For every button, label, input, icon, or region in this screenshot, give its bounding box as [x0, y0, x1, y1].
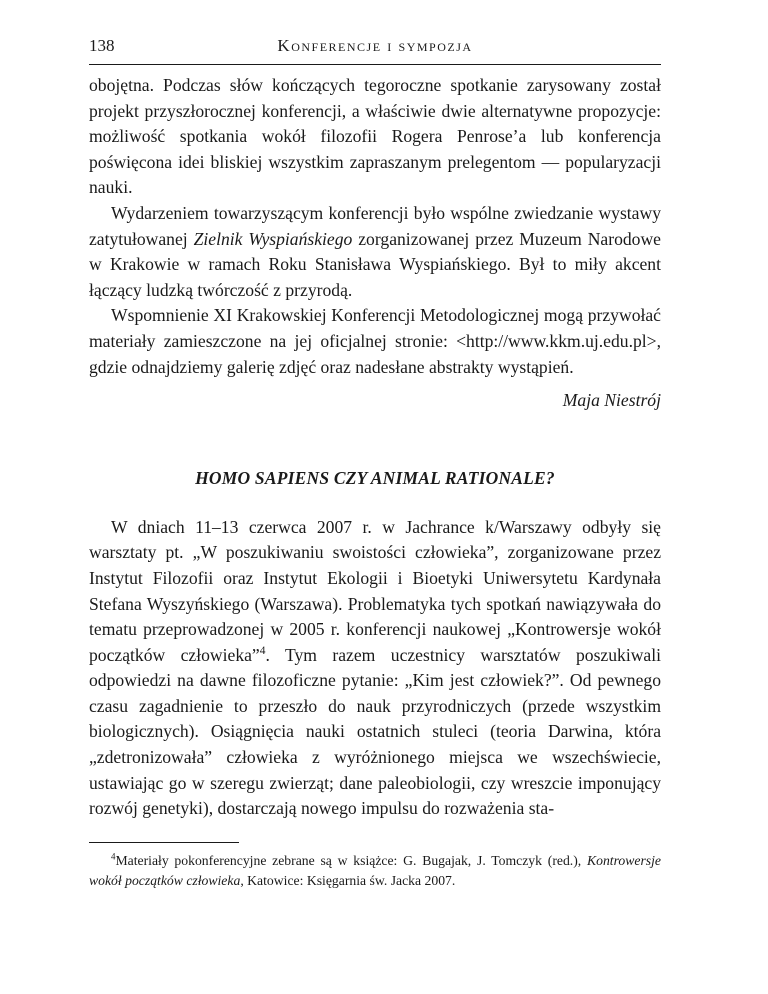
paragraph: Wspomnienie XI Krakowskiej Konferencji Metodologicznej mogą przywołać materiały zamieszczone na jej oficjalnej stronie: <http://www.kkm.uj.edu.pl>, gdzie odnajdziemy galerię zdjęć oraz nadesłane abstrakty wystąpień. [89, 305, 661, 377]
running-head [89, 36, 661, 60]
paragraph-text: W dniach 11–13 czerwca 2007 r. w Jachrance k/Warszawy odbyły się warsztaty pt. „W poszukiwaniu swoistości człowieka”, zorganizowane przez Instytut Filozofii oraz Instytut Ekologii i Bioetyki Uniwersytetu Kardynała Stefana Wyszyńskiego (Warszawa). Problematyka tych spotkań nawiązywała do tematu przeprowadzonej w 2005 r. konferencji naukowej „Kontrowersje wokół początków człowieka” [89, 516, 661, 665]
running-title: Konferencje i sympozja [277, 36, 473, 55]
footnote-reference: 4 [259, 644, 266, 657]
exhibition-title: Zielnik Wyspiańskiego [193, 228, 353, 249]
paragraph-text: zorganizowanej przez Muzeum Narodowe w Krakowie w ramach Roku Stanisława Wyspiańskiego. Był to miły akcent łączący ludzką twórczość z przyrodą. [89, 228, 661, 300]
page-number: 138 [89, 36, 115, 55]
section-heading: HOMO SAPIENS CZY ANIMAL RATIONALE? [195, 467, 555, 488]
footnote-number: 4 [111, 851, 116, 862]
paragraph [89, 201, 661, 303]
paragraph [89, 515, 661, 822]
book-title: Kontrowersje wokół początków człowieka [89, 852, 661, 889]
footnote-rule [89, 842, 239, 843]
footnote [89, 851, 661, 892]
footnote-text: , Katowice: Księgarnia św. Jacka 2007. [240, 873, 456, 889]
footnote-text: Materiały pokonferencyjne zebrane są w książce: G. Bugajak, J. Tomczyk (red.), [115, 852, 587, 868]
paragraph: obojętna. Podczas słów kończących tegoroczne spotkanie zarysowany został projekt przyszłorocznej konferencji, a właściwie dwie alternatywne propozycje: możliwość spotkania wokół filozofii Rogera Penrose’a lub konferencja poświęcona idei bliskiej wszystkim zapraszanym prelegentom — popularyzacji nauki. [89, 75, 661, 198]
page [89, 36, 661, 892]
report-workshop [89, 515, 661, 822]
author-signature: Maja Niestrój [562, 390, 661, 411]
header-rule [89, 64, 661, 65]
report-conference [89, 73, 661, 414]
paragraph-text: . Tym razem uczestnicy warsztatów poszukiwali odpowiedzi na dawne filozoficzne pytanie: „Kim jest człowiek?”. Od pewnego czasu zagadnienie to przeszło do nauk przyrodniczych (przede wszystkim biologicznych). Osiągnięcia nauki ostatnich stuleci (teoria Darwina, która „zdetronizowała” człowieka z wyróżnionego miejsca we wszechświecie, ustawiając go w szeregu zwierząt; dane paleobiologii, czy wreszcie imponujący rozwój genetyki), dostarczają nowego impulsu do rozważenia sta- [89, 644, 661, 819]
paragraph-text: Wydarzeniem towarzyszącym konferencji było wspólne zwiedzanie wystawy zatytułowanej [89, 202, 661, 249]
